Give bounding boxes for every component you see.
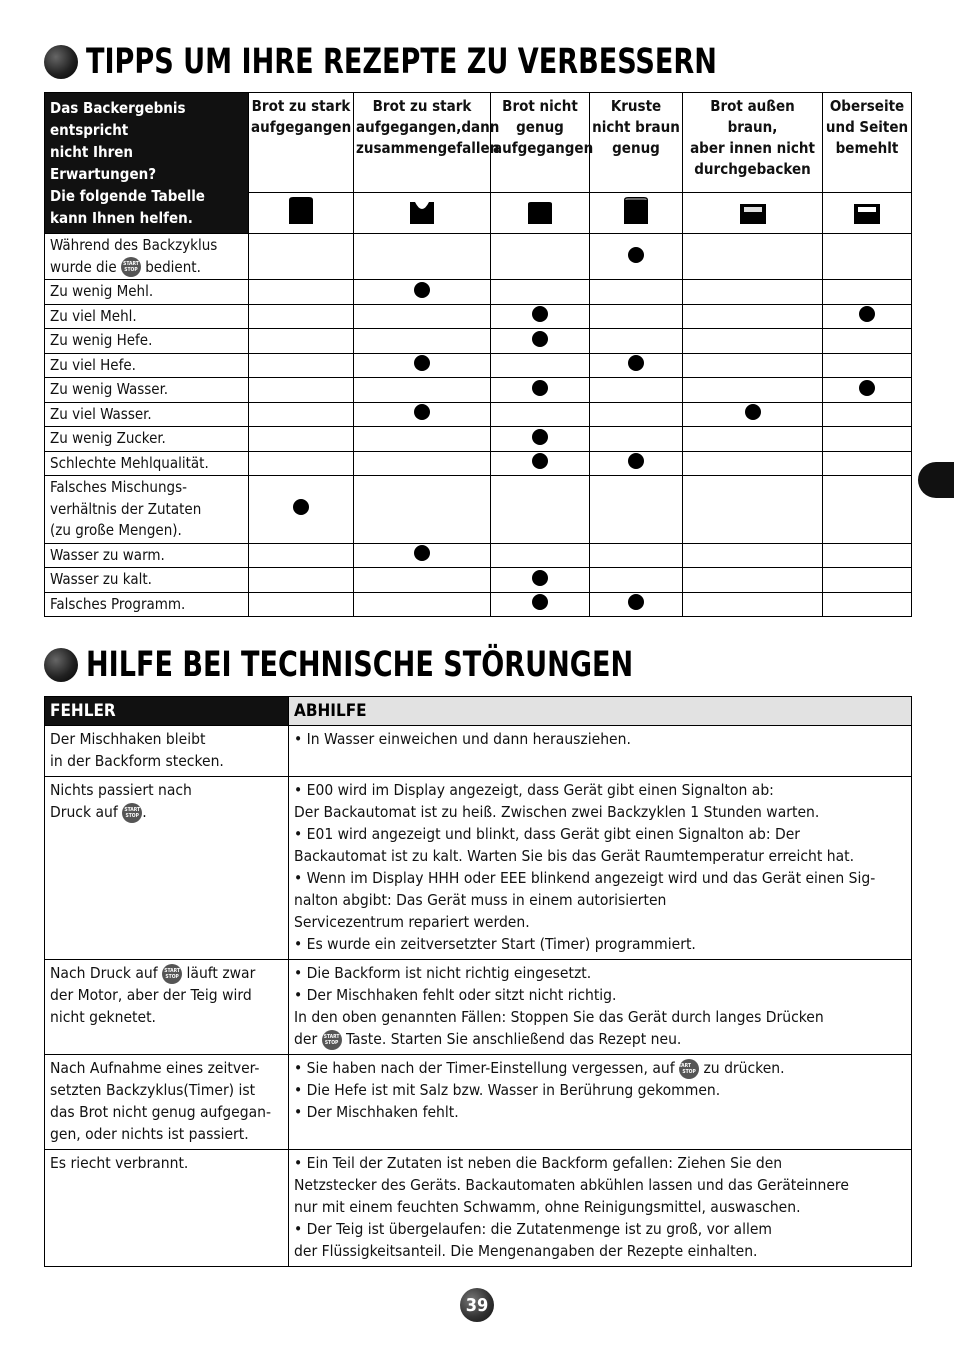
remedy-line: • Der Mischhaken fehlt oder sitzt nicht richtig. [294, 986, 617, 1004]
tips-header-row [45, 93, 912, 193]
problem-line [50, 962, 283, 984]
cause-cell [45, 304, 249, 329]
mark-cell [491, 329, 590, 354]
loaf-icon-cell [491, 193, 590, 234]
table-row [45, 1150, 912, 1267]
table-row [45, 960, 912, 1055]
mark-cell [590, 592, 683, 617]
tips-table [44, 92, 912, 617]
problem-text: läuft zwar [182, 964, 256, 982]
table-row [45, 280, 912, 305]
mark-cell [590, 304, 683, 329]
mark-cell [249, 378, 354, 403]
mark-cell [683, 234, 823, 280]
problem-line: das Brot nicht genug aufgegan- [50, 1103, 271, 1121]
remedy-cell [289, 1150, 912, 1267]
problem-cell [45, 1055, 289, 1150]
mark-cell [249, 427, 354, 452]
mark-cell [491, 304, 590, 329]
problem-cell [45, 960, 289, 1055]
mark-cell [249, 402, 354, 427]
cause-cell [45, 543, 249, 568]
cause-line: Wasser zu kalt. [50, 570, 152, 588]
cause-line: (zu große Mengen). [50, 521, 182, 539]
loaf-not-risen-icon [523, 194, 557, 228]
loaf-floured-icon [850, 194, 884, 228]
mark-cell [590, 234, 683, 280]
column-header-line: genug [612, 139, 660, 157]
tips-intro-line: kann Ihnen helfen. [50, 209, 193, 227]
loaf-pale-crust-icon [619, 194, 653, 228]
cause-line: Wasser zu warm. [50, 545, 165, 564]
mark-cell [491, 451, 590, 476]
problem-text: Nach Druck auf [50, 964, 163, 982]
mark-cell [590, 543, 683, 568]
cause-cell [45, 353, 249, 378]
column-header-line: Kruste [610, 97, 662, 115]
problem-line: der Motor, aber der Teig wird [50, 986, 252, 1004]
problem-line: setzten Backzyklus(Timer) ist [50, 1081, 256, 1099]
cause-line: Falsches Programm. [50, 594, 186, 613]
cause-text: bedient. [140, 257, 201, 276]
mark-cell [590, 353, 683, 378]
remedy-line: In den oben genannten Fällen: Stoppen Sie das Gerät durch langes Drücken [294, 1008, 824, 1026]
column-header-line: Brot zu stark [251, 97, 351, 115]
side-tab-marker [918, 462, 954, 498]
loaf-icon-cell [683, 193, 823, 234]
mark-dot [532, 380, 548, 396]
mark-dot [532, 306, 548, 322]
remedy-line: • Der Mischhaken fehlt. [294, 1103, 459, 1121]
column-header-line: Brot zu stark [372, 97, 472, 115]
problem-cell [45, 777, 289, 960]
cause-cell [45, 280, 249, 305]
tips-intro-line: Das Backergebnis entspricht [50, 99, 186, 139]
mark-cell [491, 234, 590, 280]
table-row [45, 543, 912, 568]
mark-cell [590, 568, 683, 593]
remedy-line: • Wenn im Display HHH oder EEE blinkend angezeigt wird und das Gerät einen Sig- [294, 869, 876, 887]
table-row [45, 402, 912, 427]
mark-cell [249, 543, 354, 568]
cause-cell [45, 427, 249, 452]
remedy-item [294, 867, 906, 933]
table-row [45, 726, 912, 777]
column-header-line: durchgebacken [694, 160, 811, 178]
mark-cell [491, 568, 590, 593]
table-row [45, 1055, 912, 1150]
cause-cell [45, 234, 249, 280]
mark-cell [354, 451, 491, 476]
mark-dot [628, 247, 644, 263]
column-header [491, 93, 594, 193]
loaf-icon-cell [354, 193, 491, 234]
remedy-item [294, 779, 906, 823]
cause-cell [45, 592, 249, 617]
remedy-line: nalton abgibt: Das Gerät muss in einem autorisierten [294, 891, 667, 909]
loaf-icon-cell [823, 193, 912, 234]
mark-cell [823, 353, 912, 378]
mark-cell [590, 476, 683, 544]
remedy-text: der [294, 1030, 322, 1048]
remedy-text: zu drücken. [699, 1059, 785, 1077]
remedy-line: Der Backautomat ist zu heiß. Zwischen zwei Backzyklen 1 Stunden warten. [294, 803, 820, 821]
mark-cell [491, 378, 590, 403]
column-header-line: bemehlt [835, 139, 899, 157]
remedy-line: • E00 wird im Display angezeigt, dass Gerät gibt einen Signalton ab: [294, 781, 774, 799]
tips-intro [45, 93, 249, 234]
mark-dot [745, 404, 761, 420]
mark-cell [249, 280, 354, 305]
mark-cell [491, 402, 590, 427]
table-row [45, 451, 912, 476]
problem-line: in der Backform stecken. [50, 752, 224, 770]
mark-cell [249, 234, 354, 280]
column-header-line: aufgegangen [251, 118, 352, 136]
cause-line: Während des Backzyklus [50, 236, 218, 254]
mark-dot [414, 355, 430, 371]
tips-intro-line: Die folgende Tabelle [50, 187, 205, 205]
problem-line: Der Mischhaken bleibt [50, 730, 206, 748]
mark-dot [293, 499, 309, 515]
table-row [45, 329, 912, 354]
cause-cell [45, 451, 249, 476]
table-row [45, 568, 912, 593]
mark-cell [683, 304, 823, 329]
loaf-icon-cell [249, 193, 354, 234]
problem-text: Druck auf [50, 803, 123, 821]
remedy-cell [289, 777, 912, 960]
help-header-row [45, 697, 912, 726]
column-header [249, 93, 354, 193]
mark-cell [590, 402, 683, 427]
remedy-item [294, 1101, 906, 1123]
mark-cell [823, 402, 912, 427]
mark-dot [628, 594, 644, 610]
cause-line: Falsches Mischungs- [50, 478, 188, 496]
loaf-collapsed-icon [405, 194, 439, 228]
remedy-item [294, 1152, 906, 1218]
mark-cell [354, 543, 491, 568]
problem-line [50, 801, 283, 823]
cause-cell [45, 568, 249, 593]
mark-cell [823, 427, 912, 452]
remedy-line: • Die Hefe ist mit Salz bzw. Wasser in Berührung gekommen. [294, 1081, 721, 1099]
remedy-item [294, 728, 906, 750]
mark-cell [354, 280, 491, 305]
remedy-item [294, 1006, 906, 1050]
section-heading: HILFE BEI TECHNISCHE STÖRUNGEN [86, 645, 634, 685]
problem-text: . [142, 803, 147, 821]
remedy-item [294, 1057, 906, 1079]
mark-cell [491, 592, 590, 617]
mark-cell [249, 568, 354, 593]
mark-cell [823, 568, 912, 593]
column-header-line: aufgegangen [493, 139, 594, 157]
remedy-line: Backautomat ist zu kalt. Warten Sie bis das Gerät Raumtemperatur erreicht hat. [294, 847, 855, 865]
remedy-line: • E01 wird angezeigt und blinkt, dass Gerät gibt einen Signalton ab: Der [294, 825, 801, 843]
table-row [45, 427, 912, 452]
mark-cell [354, 476, 491, 544]
mark-dot [859, 306, 875, 322]
section-title-help [44, 645, 722, 685]
cause-cell [45, 402, 249, 427]
remedy-line: Netzstecker des Geräts. Backautomaten abkühlen lassen und das Geräteinnere [294, 1176, 849, 1194]
mark-cell [491, 280, 590, 305]
cause-line: Zu viel Mehl. [50, 306, 137, 325]
mark-cell [590, 378, 683, 403]
page-title: TIPPS UM IHRE REZEPTE ZU VERBESSERN [86, 42, 717, 82]
mark-cell [823, 451, 912, 476]
mark-cell [683, 402, 823, 427]
mark-cell [354, 402, 491, 427]
mark-cell [683, 476, 823, 544]
mark-cell [683, 427, 823, 452]
column-header-line: Brot außen braun, [710, 97, 795, 136]
section-title-tips [44, 42, 820, 82]
mark-dot [414, 282, 430, 298]
problem-line: gen, oder nichts ist passiert. [50, 1125, 249, 1143]
mark-cell [683, 592, 823, 617]
mark-cell [354, 378, 491, 403]
tips-intro-line: nicht Ihren Erwartungen? [50, 143, 157, 183]
table-row [45, 378, 912, 403]
problem-line: Nichts passiert nach [50, 781, 192, 799]
cause-cell [45, 476, 249, 544]
remedy-text: • Sie haben nach der Timer-Einstellung vergessen, auf [294, 1059, 680, 1077]
remedy-cell [289, 960, 912, 1055]
loaf-undercooked-icon [736, 194, 770, 228]
mark-dot [859, 380, 875, 396]
remedy-item [294, 962, 906, 984]
problem-line: Es riecht verbrannt. [50, 1154, 189, 1172]
mark-cell [354, 329, 491, 354]
remedy-cell [289, 726, 912, 777]
mark-cell [590, 280, 683, 305]
mark-cell [354, 592, 491, 617]
remedy-cell [289, 1055, 912, 1150]
mark-cell [683, 543, 823, 568]
mark-cell [354, 304, 491, 329]
mark-dot [414, 545, 430, 561]
mark-cell [491, 353, 590, 378]
mark-cell [249, 353, 354, 378]
mark-cell [823, 234, 912, 280]
remedy-text: Taste. Starten Sie anschließend das Rezept neu. [341, 1030, 682, 1048]
table-row [45, 353, 912, 378]
mark-dot [532, 570, 548, 586]
column-header-line: aufgegangen,dann [356, 118, 500, 136]
mark-cell [590, 329, 683, 354]
column-header-line: genug [516, 118, 564, 136]
mark-cell [491, 543, 590, 568]
remedy-line: • Der Teig ist übergelaufen: die Zutatenmenge ist zu groß, vor allem [294, 1220, 773, 1238]
mark-cell [249, 451, 354, 476]
abhilfe-header: ABHILFE [289, 697, 912, 726]
mark-cell [249, 592, 354, 617]
mark-cell [590, 451, 683, 476]
cause-text: wurde die [50, 257, 121, 276]
cause-cell [45, 378, 249, 403]
page-number: 39 [460, 1288, 494, 1322]
loaf-icon-cell [590, 193, 683, 234]
mark-cell [491, 427, 590, 452]
cause-line: Zu viel Wasser. [50, 404, 152, 423]
mark-cell [823, 543, 912, 568]
cause-line: verhältnis der Zutaten [50, 499, 202, 518]
cause-line: Zu wenig Wasser. [50, 380, 169, 398]
table-row [45, 304, 912, 329]
cause-cell [45, 329, 249, 354]
column-header-line: Brot nicht [502, 97, 578, 115]
help-table [44, 696, 912, 1267]
remedy-line [294, 1057, 906, 1079]
mark-dot [532, 429, 548, 445]
cause-line: Zu wenig Mehl. [50, 282, 154, 300]
table-row [45, 476, 912, 544]
column-header [354, 93, 500, 193]
mark-cell [249, 329, 354, 354]
remedy-item [294, 1079, 906, 1101]
column-header [590, 93, 683, 193]
start-stop-icon: START STOP [679, 1059, 699, 1079]
loaf-risen-too-much-icon [284, 194, 318, 228]
mark-dot [628, 355, 644, 371]
problem-line: nicht geknetet. [50, 1008, 156, 1026]
mark-cell [823, 304, 912, 329]
mark-cell [354, 353, 491, 378]
mark-dot [532, 331, 548, 347]
start-stop-icon: START STOP [121, 257, 141, 277]
mark-cell [354, 234, 491, 280]
cause-line: Zu viel Hefe. [50, 355, 136, 374]
mark-dot [532, 594, 548, 610]
mark-cell [823, 280, 912, 305]
column-header-line: und Seiten [825, 118, 909, 136]
table-row [45, 234, 912, 280]
mark-dot [628, 453, 644, 469]
mark-cell [823, 329, 912, 354]
mark-cell [683, 280, 823, 305]
mark-cell [249, 304, 354, 329]
remedy-line: Servicezentrum repariert werden. [294, 913, 530, 931]
mark-cell [491, 476, 590, 544]
remedy-item [294, 1218, 906, 1262]
mark-cell [823, 592, 912, 617]
mark-cell [354, 427, 491, 452]
mark-cell [249, 476, 354, 544]
cause-line: Zu wenig Zucker. [50, 429, 166, 447]
start-stop-icon: START STOP [122, 803, 142, 823]
cause-line: Schlechte Mehlqualität. [50, 453, 209, 472]
problem-line: Nach Aufnahme eines zeitver- [50, 1059, 260, 1077]
remedy-item [294, 984, 906, 1006]
remedy-item [294, 823, 906, 867]
mark-cell [590, 427, 683, 452]
column-header-line: Oberseite [829, 97, 905, 115]
remedy-line: nur mit einem feuchten Schwamm, ohne Reinigungsmittel, auswaschen. [294, 1198, 801, 1216]
fehler-header: FEHLER [45, 697, 289, 726]
remedy-line: • Ein Teil der Zutaten ist neben die Backform gefallen: Ziehen Sie den [294, 1154, 783, 1172]
mark-cell [683, 378, 823, 403]
remedy-line: der Flüssigkeitsanteil. Die Mengenangaben der Rezepte einhalten. [294, 1242, 758, 1260]
column-header [683, 93, 823, 193]
title-bullet-icon [44, 45, 78, 79]
remedy-item [294, 933, 906, 955]
remedy-line: • Es wurde ein zeitversetzter Start (Timer) programmiert. [294, 935, 696, 953]
problem-cell [45, 726, 289, 777]
title-bullet-icon [44, 648, 78, 682]
table-row [45, 777, 912, 960]
mark-cell [823, 378, 912, 403]
mark-cell [683, 451, 823, 476]
column-header-line: zusammengefallen [356, 139, 500, 157]
column-header [823, 93, 912, 193]
remedy-line [294, 1028, 906, 1050]
remedy-line: • In Wasser einweichen und dann herausziehen. [294, 730, 631, 748]
mark-cell [683, 329, 823, 354]
mark-cell [354, 568, 491, 593]
cause-line [50, 257, 243, 279]
mark-cell [683, 568, 823, 593]
cause-line: Zu wenig Hefe. [50, 331, 153, 349]
start-stop-icon: START STOP [322, 1030, 342, 1050]
mark-cell [683, 353, 823, 378]
mark-cell [823, 476, 912, 544]
column-header-line: nicht braun [592, 118, 680, 136]
table-row [45, 592, 912, 617]
column-header-line: aber innen nicht [690, 139, 815, 157]
mark-dot [532, 453, 548, 469]
remedy-line: • Die Backform ist nicht richtig eingesetzt. [294, 964, 592, 982]
problem-cell [45, 1150, 289, 1267]
start-stop-icon: START STOP [162, 964, 182, 984]
mark-dot [414, 404, 430, 420]
